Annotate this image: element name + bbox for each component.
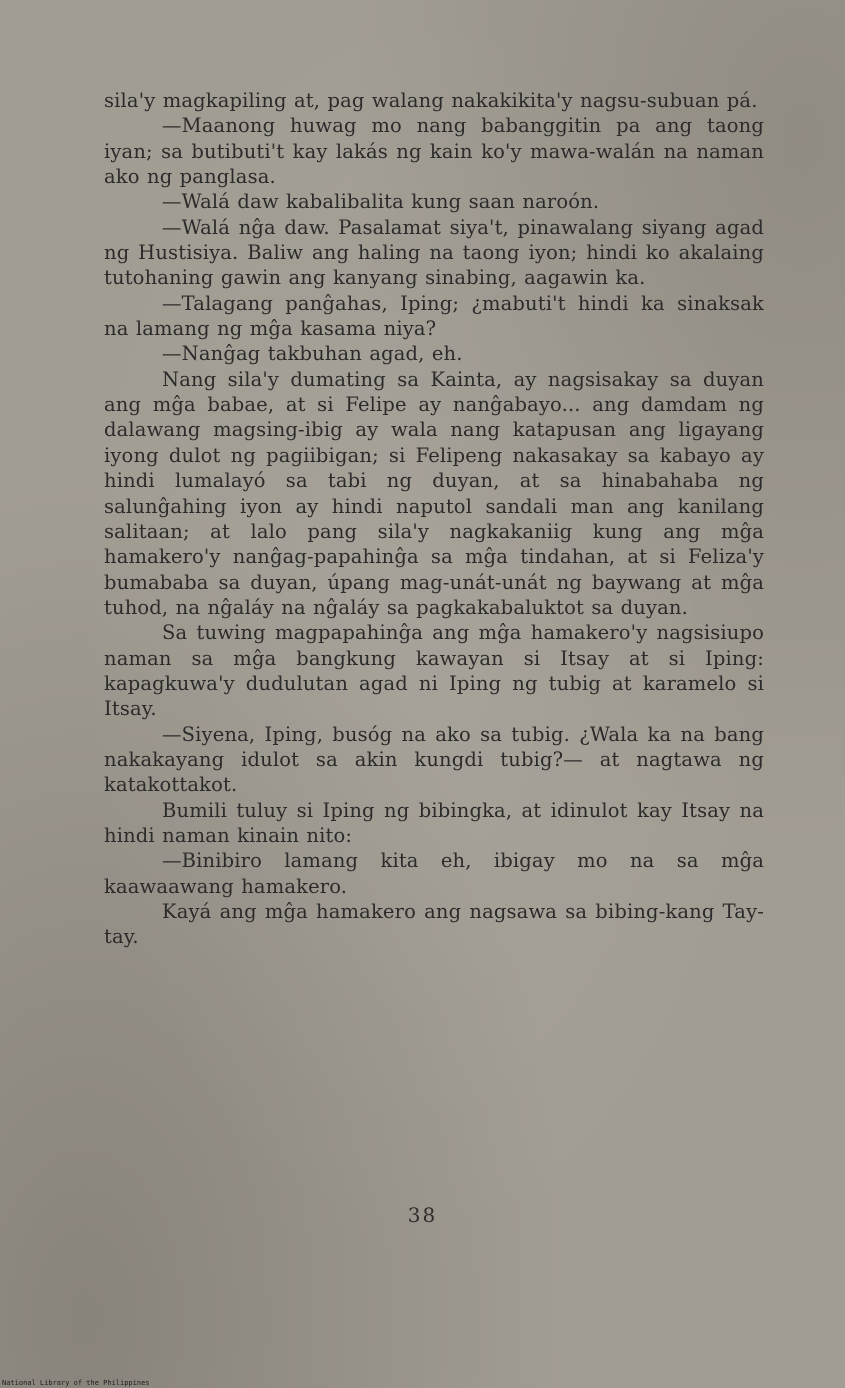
paragraph-10: Bumili tuluy si Iping ng bibingka, at idinulot kay Itsay na hindi naman kinain nito: <box>104 798 764 847</box>
page-number: 38 <box>407 1203 438 1227</box>
paragraph-4: —Walá nĝa daw. Pasalamat siya't, pinawalang siyang agad ng Hustisiya. Baliw ang haling na taong iyon; hindi ko akalaing tutohaning gawin ang kanyang sinabing, aagawin ka. <box>104 215 764 290</box>
page-body <box>104 88 764 950</box>
paragraph-7: Nang sila'y dumating sa Kainta, ay nagsisakay sa duyan ang mĝa babae, at si Felipe ay nanĝabayo... ang damdam ng dalawang magsing-ibig ay wala nang katapusan ang ligayang iyong dulot ng pagiibigan; si Felipeng nakasakay sa kabayo ay hindi lumalayó sa tabi ng duyan, at sa hinabahaba ng salunĝahing iyon ay hindi naputol sandali man ang kanilang salitaan; at lalo pang sila'y nagkakaniig kung ang mĝa hamakero'y nanĝag-papahinĝa sa mĝa tindahan, at si Feliza'y bumababa sa duyan, úpang mag-unát-unát ng baywang at mĝa tuhod, na nĝaláy na nĝaláy sa pagkakabaluktot sa duyan. <box>104 367 764 619</box>
paragraph-3: —Walá daw kabalibalita kung saan naroón. <box>162 190 600 214</box>
paragraph-12: Kayá ang mĝa hamakero ang nagsawa sa bibing-kang Tay-tay. <box>104 900 764 949</box>
library-credit: National Library of the Philippines <box>2 1379 150 1387</box>
paragraph-11: —Binibiro lamang kita eh, ibigay mo na sa mĝa kaawaawang hamakero. <box>104 849 764 898</box>
paragraph-1: sila'y magkapiling at, pag walang nakakikita'y nagsu-subuan pá. <box>104 89 758 112</box>
paragraph-6: —Nanĝag takbuhan agad, eh. <box>162 342 463 366</box>
paragraph-8: Sa tuwing magpapahinĝa ang mĝa hamakero'y nagsisiupo naman sa mĝa bangkung kawayan si Itsay at si Iping: kapagkuwa'y dudulutan agad ni Iping ng tubig at karamelo si Itsay. <box>104 621 764 721</box>
paragraph-9: —Siyena, Iping, busóg na ako sa tubig. ¿Wala ka na bang nakakayang idulot sa akin kungdi tubig?— at nagtawa ng katakottakot. <box>104 722 764 797</box>
paragraph-5: —Talagang panĝahas, Iping; ¿mabuti't hindi ka sinaksak na lamang ng mĝa kasama niya? <box>104 291 764 341</box>
paragraph-2: —Maanong huwag mo nang babanggitin pa ang taong iyan; sa butibuti't kay lakás ng kain ko'y mawa-walán na naman ako ng panglasa. <box>104 114 764 189</box>
